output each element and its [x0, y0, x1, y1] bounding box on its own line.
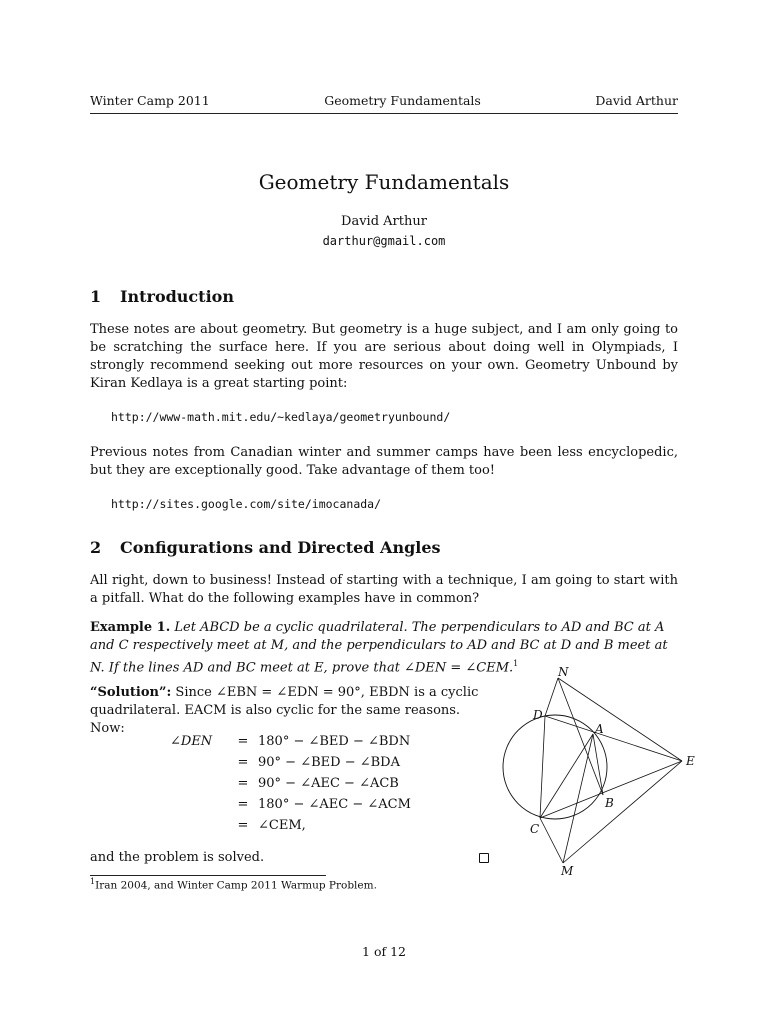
solution-label: “Solution”:: [90, 685, 172, 700]
example-label: Example 1.: [90, 620, 171, 635]
header-right: David Arthur: [595, 93, 678, 108]
header-left: Winter Camp 2011: [90, 93, 210, 108]
equation-lhs: ∠DEN: [170, 734, 213, 749]
section-number: 1: [90, 287, 102, 306]
label-N: N: [558, 665, 569, 679]
equation-row: [170, 773, 411, 794]
line-MC: [540, 818, 563, 863]
equation-row: [170, 815, 411, 836]
author-email[interactable]: darthur@gmail.com: [322, 234, 446, 248]
section-2-heading: [90, 538, 441, 557]
section-title: Introduction: [120, 287, 234, 306]
line-NB: [558, 678, 603, 795]
header-center: Geometry Fundamentals: [324, 93, 481, 108]
url-imocanada[interactable]: http://sites.google.com/site/imocanada/: [111, 497, 382, 511]
section-2-paragraph: All right, down to business! Instead of starting with a technique, I am going to start with a pitfall. What do the following examples have in common?: [90, 573, 678, 606]
figure-lines: [540, 678, 682, 863]
equation-row: [170, 794, 411, 815]
label-M: M: [561, 864, 574, 878]
page-number: 1 of 12: [362, 944, 406, 959]
solution-paragraph: [90, 684, 490, 738]
url-geometry-unbound[interactable]: http://www-math.mit.edu/~kedlaya/geometryunbound/: [111, 410, 451, 424]
conclusion-text: and the problem is solved.: [90, 850, 265, 865]
equation-operator: =: [237, 818, 249, 833]
line-ND: [545, 678, 558, 716]
line-CA: [540, 734, 593, 818]
equation-row: [170, 752, 411, 773]
footnote-rule: [90, 875, 326, 876]
equation-rhs: 90° − ∠BED − ∠BDA: [258, 755, 400, 770]
equation-rhs: 180° − ∠AEC − ∠ACM: [258, 797, 411, 812]
example-text: Let ABCD be a cyclic quadrilateral. The perpendiculars to AD and BC at A and C respectively meet at M, and the perpendiculars to AD and BC at D and B meet at N. If the lines AD and BC meet at E, prove that ∠DEN = ∠CEM.: [90, 620, 668, 676]
label-B: B: [605, 796, 614, 810]
equation-rhs: 180° − ∠BED − ∠BDN: [258, 734, 411, 749]
section-title: Configurations and Directed Angles: [120, 538, 441, 557]
section-1-heading: [90, 287, 234, 306]
equation-operator: =: [237, 755, 249, 770]
line-DE: [545, 716, 682, 761]
paper-title: Geometry Fundamentals: [258, 170, 510, 194]
circumcircle: [503, 715, 607, 819]
equation-rhs: ∠CEM,: [258, 818, 306, 833]
footnote-mark: 1: [90, 877, 96, 886]
equation-row: [170, 731, 411, 752]
header-rule: [90, 113, 678, 114]
footnote-ref: 1: [513, 659, 519, 668]
line-DC: [540, 716, 545, 818]
author-name: David Arthur: [341, 214, 427, 229]
equation-rhs: 90° − ∠AEC − ∠ACB: [258, 776, 399, 791]
label-C: C: [530, 822, 540, 836]
solution-text: Since ∠EBN = ∠EDN = 90°, EBDN is a cyclic quadrilateral. EACM is also cyclic for the same reasons. Now:: [90, 685, 479, 736]
label-A: A: [595, 722, 604, 736]
equation-operator: =: [237, 797, 249, 812]
intro-paragraph-1: These notes are about geometry. But geometry is a huge subject, and I am only going to be scratching the surface here. If you are serious about doing well in Olympiads, I strongly recommend seeking out more resources on your own. Geometry Unbound by Kiran Kedlaya is a great starting point:: [90, 322, 678, 391]
label-E: E: [686, 754, 695, 768]
equation-operator: =: [237, 776, 249, 791]
intro-paragraph-2: Previous notes from Canadian winter and summer camps have been less encyclopedic, but they are exceptionally good. Take advantage of them too!: [90, 445, 678, 478]
footnote: [90, 877, 377, 892]
label-D: D: [533, 708, 543, 722]
geometry-figure: [500, 660, 710, 880]
equation-block: [170, 731, 411, 836]
section-number: 2: [90, 538, 102, 557]
running-header: [90, 93, 678, 108]
equation-operator: =: [237, 734, 249, 749]
footnote-text: Iran 2004, and Winter Camp 2011 Warmup Problem.: [95, 879, 377, 892]
qed-box-icon: [479, 853, 489, 863]
